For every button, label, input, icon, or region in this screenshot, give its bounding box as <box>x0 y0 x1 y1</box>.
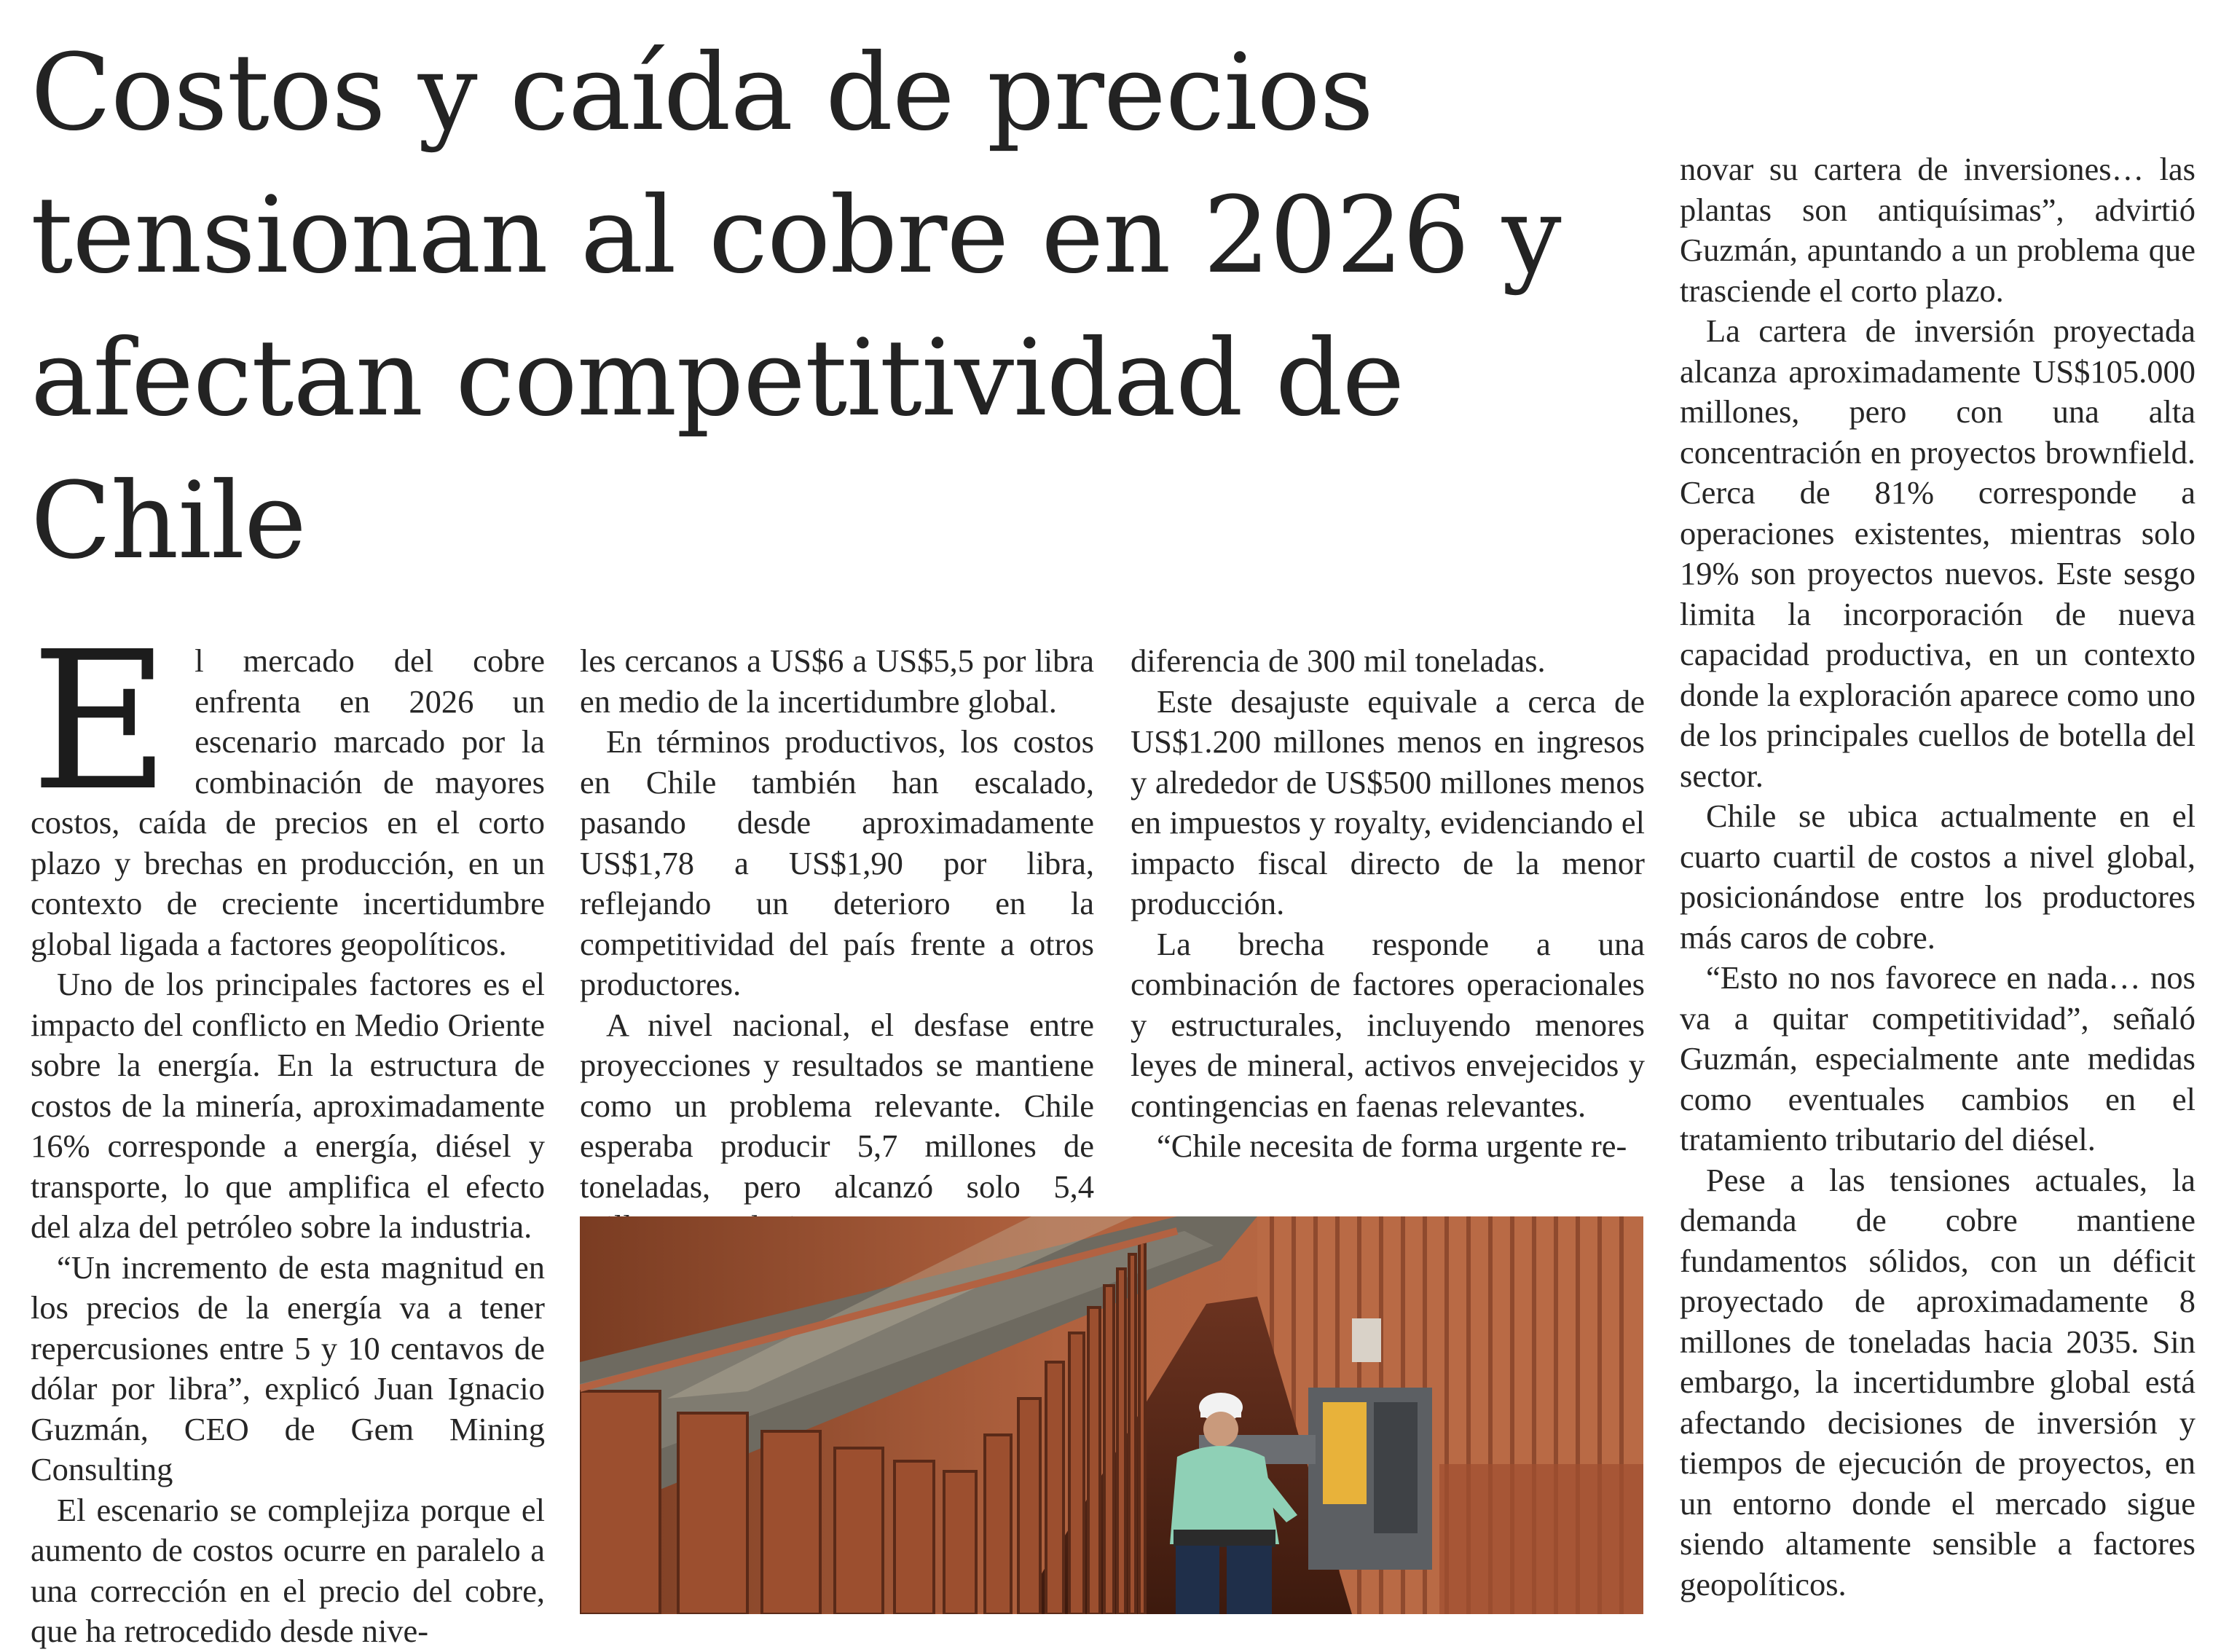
paragraph: “Un incremento de esta magnitud en los precios de la energía va a tener repercusiones entre 5 y 10 centavos de dólar por libra”, explicó Juan Ignacio Guzmán, CEO de Gem Mining Consulting <box>31 1248 545 1487</box>
headline: Costos y caída de precios tensionan al cobre en 2026 y afectan competitividad de Chile <box>31 31 1561 583</box>
article-column-4 <box>1680 149 2195 1605</box>
article-column-1 <box>31 610 545 1652</box>
paragraph: La cartera de inversión proyectada alcanza aproximadamente US$105.000 millones, pero con una alta concentración en proyectos brownfield. Cerca de 81% corresponde a operaciones existentes, mientras solo 19% son proyectos nuevos. Este sesgo limita la incorporación de nueva capacidad productiva, en un contexto donde la exploración aparece como uno de los principales cuellos de botella del sector. <box>1680 312 2195 794</box>
paragraph: l mercado del cobre enfrenta en 2026 un escenario marcado por la combinación de mayores costos, caída de precios en el corto plazo y brechas en producción, en un contexto de creciente incertidumbre global ligada a factores geopolíticos. <box>31 642 545 962</box>
paragraph: Uno de los principales factores es el impacto del conflicto en Medio Oriente sobre la energía. En la estructura de costos de la minería, aproximadamente 16% corresponde a energía, diésel y transporte, lo que amplifica el efecto del alza del petróleo sobre la industria. <box>31 966 545 1245</box>
article-column-3 <box>1131 641 1645 1167</box>
paragraph: El escenario se complejiza porque el aumento de costos ocurre en paralelo a una corrección en el precio del cobre, que ha retrocedido desde nive- <box>31 1491 545 1649</box>
article-column-2 <box>580 641 1094 1248</box>
paragraph: “Esto no nos favorece en nada… nos va a quitar competitividad”, señaló Guzmán, especialmente ante medidas como eventuales cambios en el tratamiento tributario del diésel. <box>1680 959 2195 1157</box>
paragraph: les cercanos a US$6 a US$5,5 por libra en medio de la incertidumbre global. <box>580 642 1094 720</box>
paragraph: diferencia de 300 mil toneladas. <box>1131 642 1546 679</box>
mine-conveyor-photo <box>580 1216 1643 1614</box>
photo-illustration <box>580 1216 1643 1614</box>
paragraph: Pese a las tensiones actuales, la demanda de cobre mantiene fundamentos sólidos, con un déficit proyectado de aproximadamente 8 millones de toneladas hacia 2035. Sin embargo, la incertidumbre global está afectando decisiones de inversión y tiempos de ejecución de proyectos, en un entorno donde el mercado sigue siendo altamente sensible a factores geopolíticos. <box>1680 1161 2195 1602</box>
paragraph: Este desajuste equivale a cerca de US$1.200 millones menos en ingresos y alrededor de US$500 millones menos en impuestos y royalty, evidenciando el impacto fiscal directo de la menor producción. <box>1131 683 1645 921</box>
paragraph: A nivel nacional, el desfase entre proyecciones y resultados se mantiene como un problema relevante. Chile esperaba producir 5,7 millones de toneladas, pero alcanzó solo 5,4 <box>580 1006 1094 1205</box>
paragraph: En términos productivos, los costos en Chile también han escalado, pasando desde aproximadamente US$1,78 a US$1,90 por libra, reflejando un deterioro en la competitividad del país frente a otros productores. <box>580 723 1094 1002</box>
paragraph: Chile se ubica actualmente en el cuarto cuartil de costos a nivel global, posicionándose entre los productores más caros de cobre. <box>1680 798 2195 956</box>
paragraph: La brecha responde a una combinación de factores operacionales y estructurales, incluyendo menores leyes de mineral, activos envejecidos y contingencias en faenas relevantes. <box>1131 925 1645 1124</box>
paragraph: novar su cartera de inversiones… las plantas son antiquísimas”, advirtió Guzmán, apuntando a un problema que trasciende el corto plazo. <box>1680 151 2195 309</box>
drop-cap: E <box>31 610 170 833</box>
paragraph: “Chile necesita de forma urgente re- <box>1157 1128 1627 1164</box>
